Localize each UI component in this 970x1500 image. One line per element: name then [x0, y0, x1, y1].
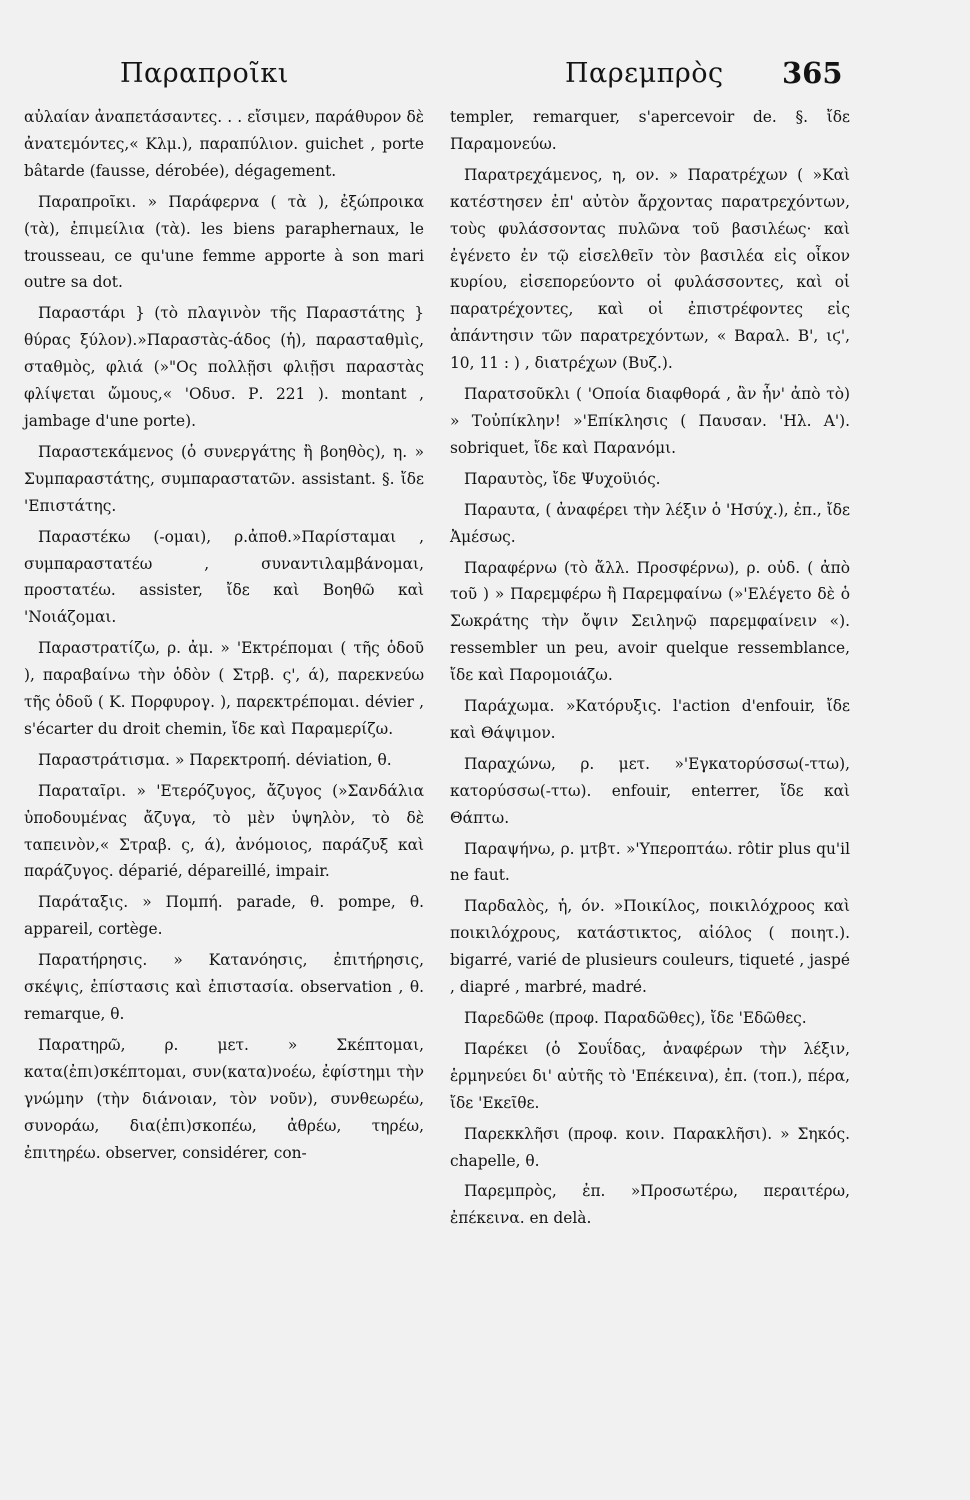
dictionary-entry: Παρεκκλῆσι (προφ. κοιν. Παρακλῆσι). » Σηκός. chapelle, θ. [450, 1124, 850, 1170]
dictionary-entry: Παραχώνω, ρ. μετ. »'Εγκατορύσσω(-ττω), κατορύσσω(-ττω). enfouir, enterrer, ἴδε καὶ Θάπτω. [450, 754, 850, 827]
dictionary-entry: Παραστάρι } (τὸ πλαγινὸν τῆς Παραστάτης } θύρας ξύλον).»Παραστὰς-άδος (ἡ), παρασταθμὶς, σταθμὸς, φλιά (»"Ος πολλῇσι φλιῇσι παραστὰς φλίψεται ὤμους,« 'Οδυσ. Ρ. 221 ). montant , jambage d'une porte). [24, 304, 424, 430]
dictionary-entry: Παραφέρνω (τὸ ἄλλ. Προσφέρνω), ρ. οὐδ. ( ἀπὸ τοῦ ) » Παρεμφέρω ἢ Παρεμφαίνω (»'Ελέγετο δὲ ὁ Σωκράτης τὴν ὄψιν Σειληνῷ παρεμφαίνειν «). ressembler un peu, avoir quelque ressemblance, ἴδε καὶ Παρομοιάζω. [450, 558, 850, 685]
dictionary-entry: Παρατήρησις. » Κατανόησις, ἐπιτήρησις, σκέψις, ἐπίστασις καὶ ἐπιστασία. observation , θ. remarque, θ. [24, 951, 424, 1023]
dictionary-entry: Παραστράτισμα. » Παρεκτροπή. déviation, θ. [38, 750, 392, 769]
dictionary-entry: Παραστέκω (-ομαι), ρ.ἀποθ.»Παρίσταμαι , συμπαραστατέω , συναντιλαμβάνομαι, προστατέω. assister, ἴδε καὶ Βοηθῶ καὶ 'Νοιάζομαι. [24, 527, 424, 627]
dictionary-entry: Παραυτα, ( ἀναφέρει τὴν λέξιν ὁ 'Ησύχ.), ἐπ., ἴδε Ἀμέσως. [450, 500, 850, 546]
dictionary-entry: templer, remarquer, s'apercevoir de. §. ἴδε Παραμονεύω. [450, 108, 850, 153]
right-column [450, 104, 850, 1232]
dictionary-entry: Παραψήνω, ρ. μτβτ. »'Υπεροπτάω. rôtir plus qu'il ne faut. [450, 839, 850, 885]
page-number: 365 [782, 56, 843, 90]
dictionary-entry: αὐλαίαν ἀναπετάσαντες. . . εἴσιμεν, παράθυρον δὲ ἀνατεμόντες,« Κλμ.), παραπύλιον. guichet , porte bâtarde (fausse, dérobée), dégagement. [24, 108, 424, 180]
dictionary-entry: Παραπροῖκι. » Παράφερνα ( τὰ ), ἐξώπροικα (τὰ), ἐπιμείλια (τὰ). les biens paraphernaux, le trousseau, ce qu'une femme apporte à son mari outre sa dot. [24, 192, 424, 292]
dictionary-entry: Παραστρατίζω, ρ. ἀμ. » 'Εκτρέπομαι ( τῆς ὁδοῦ ), παραβαίνω τὴν ὁδὸν ( Στρβ. ς', ά), παρεκνεύω τῆς ὁδοῦ ( Κ. Πορφυρογ. ), παρεκτρέπομαι. dévier , s'écarter du droit chemin, ἴδε καὶ Παραμερίζω. [24, 639, 424, 738]
dictionary-entry: Παρατρεχάμενος, η, ον. » Παρατρέχων ( »Καὶ κατέστησεν ἐπ' αὐτὸν ἄρχοντας παρατρεχόντων, τοὺς φυλάσσοντας πυλῶνα τοῦ βασιλέως· καὶ ἐγένετο ἐν τῷ εἰσελθεῖν τὸν βασιλέα εἰς οἶκον κυρίου, εἰσεπορεύοντο οἱ φυλάσσοντες, καὶ οἱ παρατρέχοντες, καὶ οἱ ἐπιστρέφοντες εἰς ἀπάντησιν τῶν παρατρεχόντων, « Βαραλ. Β', ιϛ', 10, 11 : ) , διατρέχων (Βυζ.). [450, 165, 850, 373]
dictionary-entry: Παραταῖρι. » 'Ετερόζυγος, ἄζυγος (»Σανδάλια ὑποδουμένας ἄζυγα, τὸ μὲν ὑψηλὸν, τὸ δὲ ταπεινὸν,« Στραβ. ς, ά), ἀνόμοιος, παράζυξ καὶ παράζυγος. déparié, dépareillé, impair. [24, 781, 424, 881]
dictionary-entry: Παρατσοῦκλι ( 'Οποία διαφθορά , ἂν ἦν' ἀπὸ τὸ) » Τοὐπίκλην! »'Επίκλησις ( Παυσαν. 'Ηλ. Α'). sobriquet, ἴδε καὶ Παρανόμι. [450, 385, 850, 457]
dictionary-entry: Παρέκει (ὁ Σουΐδας, ἀναφέρων τὴν λέξιν, ἑρμηνεύει δι' αὐτῆς τὸ 'Επέκεινα), ἐπ. (τοπ.), πέρα, ἴδε 'Εκεῖθε. [450, 1039, 850, 1112]
dictionary-entry: Παρατηρῶ, ρ. μετ. » Σκέπτομαι, κατα(ἐπι)σκέπτομαι, συν(κατα)νοέω, ἐφίστημι τὴν γνώμην (τὴν διάνοιαν, τὸν νοῦν), συνθεωρέω, συνοράω, δια(ἐπι)σκοπέω, ἀθρέω, τηρέω, ἐπιτηρέω. observer, considérer, con- [24, 1035, 424, 1162]
left-column [24, 104, 424, 1166]
dictionary-entry: Παράχωμα. »Κατόρυξις. l'action d'enfouir, ἴδε καὶ Θάψιμον. [450, 697, 850, 742]
dictionary-entry: Παρδαλὸς, ἡ, όν. »Ποικίλος, ποικιλόχροος καὶ ποικιλόχρους, κατάστικτος, αἰόλος ( ποιητ.). bigarré, varié de plusieurs couleurs, tiqueté , jaspé , diapré , marbré, madré. [450, 897, 850, 997]
dictionary-entry: Παραυτὸς, ἴδε Ψυχοϋιός. [464, 469, 661, 488]
header-right-guide-word: Παρεμπρὸς [565, 58, 724, 89]
dictionary-entry: Παρεμπρὸς, ἐπ. »Προσωτέρω, περαιτέρω, ἐπέκεινα. en delà. [450, 1182, 850, 1228]
dictionary-entry: Παραστεκάμενος (ὁ συνεργάτης ἢ βοηθὸς), η. » Συμπαραστάτης, συμπαραστατῶν. assistant. §. ἴδε 'Επιστάτης. [24, 442, 424, 515]
dictionary-entry: Παρεδῶθε (προφ. Παραδῶθες), ἴδε 'Εδῶθες. [464, 1009, 807, 1027]
dictionary-entry: Παράταξις. » Πομπή. parade, θ. pompe, θ. appareil, cortège. [24, 893, 424, 939]
header-left-guide-word: Παραπροῖκι [120, 58, 289, 89]
